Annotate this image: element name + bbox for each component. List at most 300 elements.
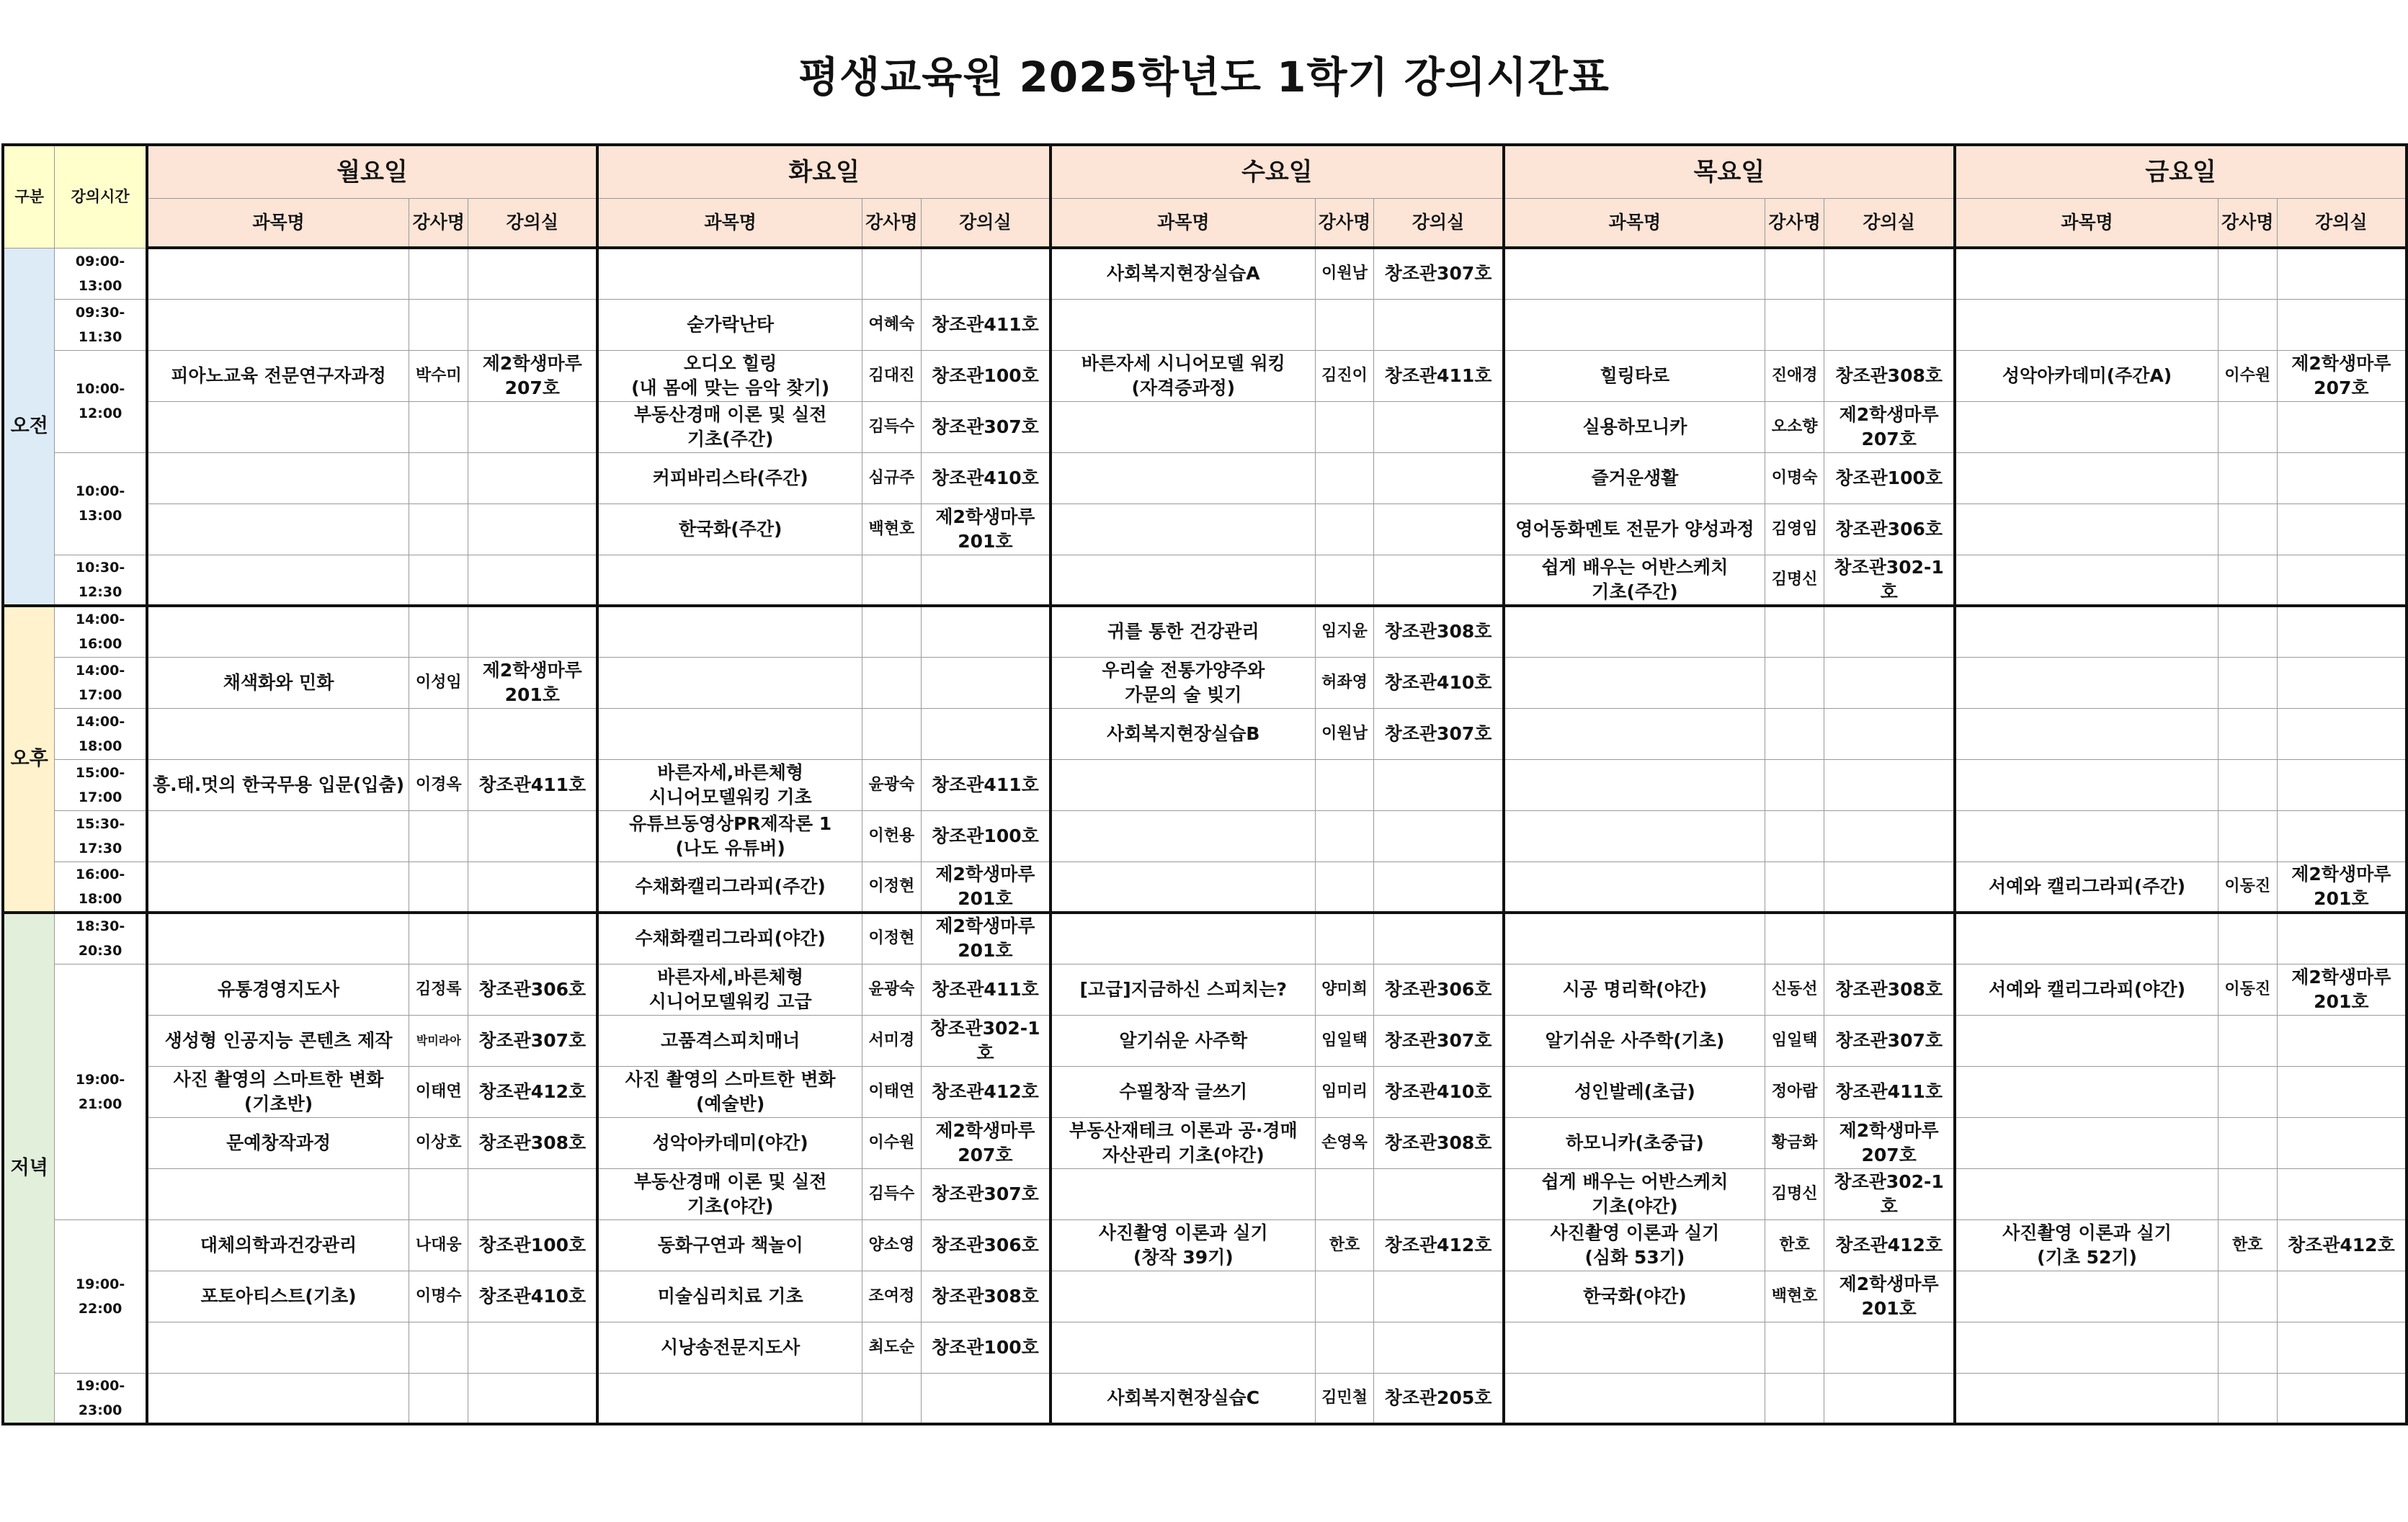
time-header: 강의시간 bbox=[55, 145, 147, 248]
column-header-room: 강의실 bbox=[2277, 199, 2407, 249]
instructor-cell bbox=[2218, 248, 2277, 299]
course-cell bbox=[1504, 759, 1765, 810]
room-cell bbox=[2277, 1271, 2407, 1322]
instructor-cell: 서미경 bbox=[862, 1015, 921, 1066]
course-cell: 사진촬영 이론과 실기 (창작 39기) bbox=[1051, 1219, 1315, 1271]
instructor-cell: 이정현 bbox=[862, 861, 921, 913]
course-cell bbox=[597, 248, 862, 299]
instructor-cell bbox=[1765, 1373, 1824, 1424]
room-cell bbox=[1374, 1322, 1504, 1373]
room-cell: 창조관411호 bbox=[921, 759, 1051, 810]
course-cell: 영어동화멘토 전문가 양성과정 bbox=[1504, 503, 1765, 555]
course-cell bbox=[1955, 759, 2218, 810]
room-cell bbox=[2277, 452, 2407, 503]
course-cell bbox=[1504, 299, 1765, 350]
course-cell bbox=[597, 555, 862, 606]
course-cell: 수채화캘리그라피(주간) bbox=[597, 861, 862, 913]
instructor-cell: 박미라아 bbox=[409, 1015, 468, 1066]
course-cell bbox=[1955, 1066, 2218, 1117]
time-slot: 19:00-22:00 bbox=[55, 1219, 147, 1373]
room-cell bbox=[468, 1168, 598, 1219]
room-cell: 창조관100호 bbox=[921, 350, 1051, 401]
course-cell: 쉽게 배우는 어반스케치 기초(주간) bbox=[1504, 555, 1765, 606]
course-cell bbox=[1504, 708, 1765, 759]
course-cell bbox=[147, 1322, 409, 1373]
time-slot: 15:30-17:30 bbox=[55, 810, 147, 861]
course-cell: 알기쉬운 사주학(기초) bbox=[1504, 1015, 1765, 1066]
course-cell: 피아노교육 전문연구자과정 bbox=[147, 350, 409, 401]
course-cell: 성인발레(초급) bbox=[1504, 1066, 1765, 1117]
room-cell: 창조관100호 bbox=[921, 1322, 1051, 1373]
instructor-cell: 김득수 bbox=[862, 401, 921, 452]
room-cell bbox=[468, 248, 598, 299]
room-cell bbox=[1824, 1373, 1956, 1424]
room-cell bbox=[1824, 606, 1956, 657]
table-row bbox=[3, 708, 2407, 759]
instructor-cell: 이동진 bbox=[2218, 964, 2277, 1015]
day-header: 금요일 bbox=[1955, 145, 2407, 199]
instructor-cell bbox=[1315, 759, 1374, 810]
room-cell: 창조관306호 bbox=[1824, 503, 1956, 555]
course-cell bbox=[1051, 503, 1315, 555]
room-cell bbox=[468, 810, 598, 861]
room-cell: 제2학생마루 201호 bbox=[921, 913, 1051, 964]
room-cell: 창조관307호 bbox=[1374, 1015, 1504, 1066]
instructor-cell bbox=[2218, 759, 2277, 810]
instructor-cell: 윤광숙 bbox=[862, 759, 921, 810]
instructor-cell: 백현호 bbox=[862, 503, 921, 555]
time-slot: 10:30-12:30 bbox=[55, 555, 147, 606]
instructor-cell: 김정록 bbox=[409, 964, 468, 1015]
room-cell bbox=[2277, 606, 2407, 657]
instructor-cell bbox=[2218, 1015, 2277, 1066]
course-cell: 즐거운생활 bbox=[1504, 452, 1765, 503]
course-cell bbox=[1504, 657, 1765, 708]
room-cell bbox=[1374, 1168, 1504, 1219]
course-cell bbox=[1051, 401, 1315, 452]
course-cell bbox=[1051, 452, 1315, 503]
course-cell bbox=[1051, 861, 1315, 913]
room-cell bbox=[1824, 708, 1956, 759]
course-cell bbox=[1504, 248, 1765, 299]
instructor-cell bbox=[409, 555, 468, 606]
course-cell bbox=[1955, 503, 2218, 555]
time-slot: 09:00-13:00 bbox=[55, 248, 147, 299]
course-cell: 채색화와 민화 bbox=[147, 657, 409, 708]
instructor-cell: 이성임 bbox=[409, 657, 468, 708]
room-cell bbox=[1824, 861, 1956, 913]
room-cell: 창조관308호 bbox=[1824, 964, 1956, 1015]
instructor-cell: 이수원 bbox=[862, 1117, 921, 1168]
time-slot: 18:30-20:30 bbox=[55, 913, 147, 964]
instructor-cell: 임지윤 bbox=[1315, 606, 1374, 657]
room-cell: 창조관412호 bbox=[2277, 1219, 2407, 1271]
column-header-room: 강의실 bbox=[468, 199, 598, 249]
course-cell bbox=[1955, 401, 2218, 452]
instructor-cell bbox=[1315, 299, 1374, 350]
room-cell: 제2학생마루 207호 bbox=[1824, 1117, 1956, 1168]
room-cell bbox=[2277, 1373, 2407, 1424]
course-cell: 성악아카데미(주간A) bbox=[1955, 350, 2218, 401]
day-header: 월요일 bbox=[147, 145, 598, 199]
table-row bbox=[3, 1219, 2407, 1271]
room-cell bbox=[1374, 401, 1504, 452]
instructor-cell bbox=[409, 913, 468, 964]
room-cell bbox=[1374, 452, 1504, 503]
instructor-cell bbox=[2218, 452, 2277, 503]
course-cell bbox=[597, 606, 862, 657]
room-cell: 창조관410호 bbox=[921, 452, 1051, 503]
room-cell: 창조관412호 bbox=[468, 1066, 598, 1117]
instructor-cell: 김영임 bbox=[1765, 503, 1824, 555]
instructor-cell: 김명신 bbox=[1765, 555, 1824, 606]
instructor-cell: 이태연 bbox=[409, 1066, 468, 1117]
instructor-cell bbox=[2218, 1373, 2277, 1424]
instructor-cell bbox=[409, 1373, 468, 1424]
course-cell bbox=[1955, 555, 2218, 606]
instructor-cell: 임일택 bbox=[1765, 1015, 1824, 1066]
course-cell: 수필창작 글쓰기 bbox=[1051, 1066, 1315, 1117]
table-row bbox=[3, 248, 2407, 299]
instructor-cell: 이명수 bbox=[409, 1271, 468, 1322]
day-header: 화요일 bbox=[597, 145, 1051, 199]
instructor-cell bbox=[1315, 1322, 1374, 1373]
instructor-cell: 이헌용 bbox=[862, 810, 921, 861]
room-cell: 창조관308호 bbox=[1374, 606, 1504, 657]
column-header-instructor: 강사명 bbox=[1765, 199, 1824, 249]
table-row bbox=[3, 401, 2407, 452]
table-row bbox=[3, 1066, 2407, 1117]
course-cell bbox=[1504, 861, 1765, 913]
room-cell: 창조관411호 bbox=[1824, 1066, 1956, 1117]
instructor-cell bbox=[2218, 299, 2277, 350]
course-cell: 힐링타로 bbox=[1504, 350, 1765, 401]
room-cell: 창조관306호 bbox=[921, 1219, 1051, 1271]
instructor-cell bbox=[1315, 1168, 1374, 1219]
instructor-cell: 오소향 bbox=[1765, 401, 1824, 452]
course-cell: 시공 명리학(야간) bbox=[1504, 964, 1765, 1015]
instructor-cell: 신동선 bbox=[1765, 964, 1824, 1015]
course-cell bbox=[147, 810, 409, 861]
course-cell: 하모니카(초중급) bbox=[1504, 1117, 1765, 1168]
table-row bbox=[3, 1015, 2407, 1066]
column-header-course: 과목명 bbox=[1955, 199, 2218, 249]
instructor-cell bbox=[409, 861, 468, 913]
course-cell: 바른자세,바른체형 시니어모델워킹 고급 bbox=[597, 964, 862, 1015]
course-cell bbox=[597, 1373, 862, 1424]
room-cell: 창조관307호 bbox=[468, 1015, 598, 1066]
instructor-cell: 한호 bbox=[1765, 1219, 1824, 1271]
room-cell: 창조관411호 bbox=[468, 759, 598, 810]
instructor-cell bbox=[2218, 1168, 2277, 1219]
instructor-cell bbox=[409, 248, 468, 299]
instructor-cell bbox=[2218, 1117, 2277, 1168]
course-cell bbox=[147, 248, 409, 299]
time-slot: 14:00-17:00 bbox=[55, 657, 147, 708]
course-cell: 사회복지현장실습B bbox=[1051, 708, 1315, 759]
time-slot: 10:00-12:00 bbox=[55, 350, 147, 452]
course-cell bbox=[1955, 657, 2218, 708]
time-slot: 09:30-11:30 bbox=[55, 299, 147, 350]
instructor-cell bbox=[409, 1168, 468, 1219]
course-cell bbox=[1504, 810, 1765, 861]
course-cell: 포토아티스트(기초) bbox=[147, 1271, 409, 1322]
table-row bbox=[3, 913, 2407, 964]
instructor-cell: 백현호 bbox=[1765, 1271, 1824, 1322]
course-cell bbox=[597, 708, 862, 759]
instructor-cell bbox=[1315, 1271, 1374, 1322]
column-header-course: 과목명 bbox=[1504, 199, 1765, 249]
room-cell bbox=[1824, 248, 1956, 299]
instructor-cell: 이상호 bbox=[409, 1117, 468, 1168]
room-cell bbox=[2277, 810, 2407, 861]
instructor-cell: 나대웅 bbox=[409, 1219, 468, 1271]
instructor-cell: 김진이 bbox=[1315, 350, 1374, 401]
course-cell bbox=[1955, 1373, 2218, 1424]
instructor-cell bbox=[1315, 913, 1374, 964]
course-cell bbox=[1051, 810, 1315, 861]
room-cell: 제2학생마루 207호 bbox=[1824, 401, 1956, 452]
instructor-cell bbox=[1765, 861, 1824, 913]
room-cell: 창조관308호 bbox=[1374, 1117, 1504, 1168]
course-cell bbox=[147, 299, 409, 350]
time-slot: 16:00-18:00 bbox=[55, 861, 147, 913]
course-cell: 알기쉬운 사주학 bbox=[1051, 1015, 1315, 1066]
instructor-cell bbox=[1315, 452, 1374, 503]
room-cell: 창조관307호 bbox=[921, 401, 1051, 452]
course-cell: 사회복지현장실습C bbox=[1051, 1373, 1315, 1424]
course-cell bbox=[147, 503, 409, 555]
instructor-cell: 이태연 bbox=[862, 1066, 921, 1117]
table-row bbox=[3, 964, 2407, 1015]
course-cell bbox=[1051, 759, 1315, 810]
room-cell: 제2학생마루 201호 bbox=[2277, 964, 2407, 1015]
course-cell: 성악아카데미(야간) bbox=[597, 1117, 862, 1168]
course-cell: 미술심리치료 기초 bbox=[597, 1271, 862, 1322]
instructor-cell: 이원남 bbox=[1315, 708, 1374, 759]
room-cell bbox=[921, 606, 1051, 657]
page-title: 평생교육원 2025학년도 1학기 강의시간표 bbox=[798, 53, 1610, 102]
room-cell: 제2학생마루 201호 bbox=[2277, 861, 2407, 913]
room-cell: 창조관412호 bbox=[1824, 1219, 1956, 1271]
instructor-cell bbox=[1315, 503, 1374, 555]
room-cell bbox=[2277, 657, 2407, 708]
room-cell: 창조관306호 bbox=[1374, 964, 1504, 1015]
course-cell: 한국화(주간) bbox=[597, 503, 862, 555]
course-cell bbox=[1955, 1015, 2218, 1066]
room-cell: 창조관308호 bbox=[921, 1271, 1051, 1322]
room-cell bbox=[468, 1322, 598, 1373]
room-cell: 창조관308호 bbox=[1824, 350, 1956, 401]
instructor-cell bbox=[1315, 810, 1374, 861]
instructor-cell: 임미리 bbox=[1315, 1066, 1374, 1117]
room-cell bbox=[468, 1373, 598, 1424]
room-cell: 창조관410호 bbox=[1374, 1066, 1504, 1117]
instructor-cell bbox=[2218, 657, 2277, 708]
course-cell: 부동산경매 이론 및 실전 기초(야간) bbox=[597, 1168, 862, 1219]
course-cell bbox=[1955, 452, 2218, 503]
instructor-cell bbox=[2218, 810, 2277, 861]
instructor-cell: 이명숙 bbox=[1765, 452, 1824, 503]
period-label: 오후 bbox=[3, 606, 55, 913]
room-cell bbox=[1374, 861, 1504, 913]
course-cell bbox=[147, 401, 409, 452]
room-cell: 제2학생마루 201호 bbox=[921, 503, 1051, 555]
room-cell bbox=[468, 708, 598, 759]
column-header-instructor: 강사명 bbox=[409, 199, 468, 249]
course-cell bbox=[147, 606, 409, 657]
instructor-cell bbox=[862, 606, 921, 657]
room-cell bbox=[2277, 913, 2407, 964]
instructor-cell: 김민철 bbox=[1315, 1373, 1374, 1424]
instructor-cell bbox=[1765, 1322, 1824, 1373]
instructor-cell bbox=[2218, 401, 2277, 452]
room-cell bbox=[1374, 913, 1504, 964]
instructor-cell bbox=[409, 606, 468, 657]
course-cell: 부동산경매 이론 및 실전 기초(주간) bbox=[597, 401, 862, 452]
instructor-cell bbox=[1315, 401, 1374, 452]
room-cell: 창조관100호 bbox=[1824, 452, 1956, 503]
instructor-cell bbox=[409, 708, 468, 759]
room-cell: 제2학생마루 207호 bbox=[2277, 350, 2407, 401]
instructor-cell bbox=[2218, 606, 2277, 657]
time-slot: 14:00-16:00 bbox=[55, 606, 147, 657]
course-cell bbox=[597, 657, 862, 708]
room-cell bbox=[921, 555, 1051, 606]
room-cell: 창조관100호 bbox=[468, 1219, 598, 1271]
course-cell bbox=[1955, 1168, 2218, 1219]
table-row bbox=[3, 1271, 2407, 1322]
instructor-cell bbox=[862, 555, 921, 606]
instructor-cell bbox=[1765, 299, 1824, 350]
instructor-cell bbox=[409, 299, 468, 350]
course-cell bbox=[147, 452, 409, 503]
room-cell bbox=[2277, 759, 2407, 810]
instructor-cell bbox=[409, 452, 468, 503]
table-row bbox=[3, 350, 2407, 401]
room-cell: 창조관412호 bbox=[921, 1066, 1051, 1117]
room-cell: 창조관302-1호 bbox=[1824, 1168, 1956, 1219]
course-cell bbox=[1504, 1322, 1765, 1373]
day-header: 수요일 bbox=[1051, 145, 1504, 199]
course-cell: 생성형 인공지능 콘텐츠 제작 bbox=[147, 1015, 409, 1066]
room-cell bbox=[1824, 810, 1956, 861]
room-cell: 창조관100호 bbox=[921, 810, 1051, 861]
course-cell: 쉽게 배우는 어반스케치 기초(야간) bbox=[1504, 1168, 1765, 1219]
course-cell bbox=[1504, 913, 1765, 964]
instructor-cell: 김명신 bbox=[1765, 1168, 1824, 1219]
course-cell: 사진촬영 이론과 실기 (기초 52기) bbox=[1955, 1219, 2218, 1271]
course-cell: 사진 촬영의 스마트한 변화 (기초반) bbox=[147, 1066, 409, 1117]
instructor-cell: 박수미 bbox=[409, 350, 468, 401]
room-cell bbox=[1824, 1322, 1956, 1373]
instructor-cell: 한호 bbox=[2218, 1219, 2277, 1271]
instructor-cell bbox=[2218, 555, 2277, 606]
time-slot: 19:00-23:00 bbox=[55, 1373, 147, 1424]
course-cell: 유튜브동영상PR제작론 1 (나도 유튜버) bbox=[597, 810, 862, 861]
table-row bbox=[3, 1373, 2407, 1424]
instructor-cell bbox=[1765, 913, 1824, 964]
instructor-cell: 이수원 bbox=[2218, 350, 2277, 401]
room-cell bbox=[2277, 1015, 2407, 1066]
room-cell: 창조관411호 bbox=[921, 964, 1051, 1015]
course-cell: 부동산재테크 이론과 공·경매 자산관리 기초(야간) bbox=[1051, 1117, 1315, 1168]
course-cell bbox=[147, 1373, 409, 1424]
room-cell: 창조관307호 bbox=[921, 1168, 1051, 1219]
period-label: 저녁 bbox=[3, 913, 55, 1424]
instructor-cell: 이원남 bbox=[1315, 248, 1374, 299]
course-cell bbox=[1051, 1168, 1315, 1219]
room-cell: 창조관302-1호 bbox=[921, 1015, 1051, 1066]
room-cell bbox=[468, 503, 598, 555]
course-cell: 흥.태.멋의 한국무용 입문(입춤) bbox=[147, 759, 409, 810]
course-cell bbox=[1504, 606, 1765, 657]
table-row bbox=[3, 759, 2407, 810]
room-cell: 창조관411호 bbox=[921, 299, 1051, 350]
time-slot: 15:00-17:00 bbox=[55, 759, 147, 810]
course-cell: 서예와 캘리그라피(야간) bbox=[1955, 964, 2218, 1015]
room-cell bbox=[2277, 503, 2407, 555]
instructor-cell bbox=[1765, 657, 1824, 708]
room-cell bbox=[468, 555, 598, 606]
instructor-cell: 손영옥 bbox=[1315, 1117, 1374, 1168]
instructor-cell bbox=[862, 708, 921, 759]
time-slot: 10:00-13:00 bbox=[55, 452, 147, 555]
table-row bbox=[3, 555, 2407, 606]
course-cell: 고품격스피치매너 bbox=[597, 1015, 862, 1066]
room-cell: 창조관412호 bbox=[1374, 1219, 1504, 1271]
room-cell bbox=[468, 452, 598, 503]
room-cell: 제2학생마루 201호 bbox=[1824, 1271, 1956, 1322]
room-cell bbox=[921, 1373, 1051, 1424]
course-cell: 숟가락난타 bbox=[597, 299, 862, 350]
table-row bbox=[3, 452, 2407, 503]
instructor-cell: 임일택 bbox=[1315, 1015, 1374, 1066]
course-cell: 바른자세,바른체형 시니어모델워킹 기초 bbox=[597, 759, 862, 810]
course-cell bbox=[1955, 913, 2218, 964]
instructor-cell: 진애경 bbox=[1765, 350, 1824, 401]
instructor-cell bbox=[2218, 913, 2277, 964]
course-cell: 커피바리스타(주간) bbox=[597, 452, 862, 503]
room-cell bbox=[468, 299, 598, 350]
room-cell bbox=[921, 248, 1051, 299]
column-header-course: 과목명 bbox=[1051, 199, 1315, 249]
course-cell bbox=[1051, 555, 1315, 606]
course-cell: 우리술 전통가양주와 가문의 술 빚기 bbox=[1051, 657, 1315, 708]
instructor-cell bbox=[1315, 555, 1374, 606]
course-cell: 귀를 통한 건강관리 bbox=[1051, 606, 1315, 657]
column-header-room: 강의실 bbox=[1374, 199, 1504, 249]
instructor-cell: 양소영 bbox=[862, 1219, 921, 1271]
room-cell bbox=[2277, 1322, 2407, 1373]
instructor-cell bbox=[1765, 248, 1824, 299]
table-row bbox=[3, 657, 2407, 708]
table-row bbox=[3, 810, 2407, 861]
room-cell bbox=[2277, 401, 2407, 452]
room-cell bbox=[921, 657, 1051, 708]
instructor-cell: 정아람 bbox=[1765, 1066, 1824, 1117]
instructor-cell bbox=[1765, 810, 1824, 861]
instructor-cell bbox=[2218, 1066, 2277, 1117]
course-cell bbox=[1051, 1322, 1315, 1373]
instructor-cell bbox=[2218, 1322, 2277, 1373]
course-cell bbox=[1051, 1271, 1315, 1322]
column-header-instructor: 강사명 bbox=[2218, 199, 2277, 249]
instructor-cell bbox=[1315, 861, 1374, 913]
course-cell bbox=[147, 708, 409, 759]
instructor-cell bbox=[2218, 503, 2277, 555]
table-row bbox=[3, 861, 2407, 913]
